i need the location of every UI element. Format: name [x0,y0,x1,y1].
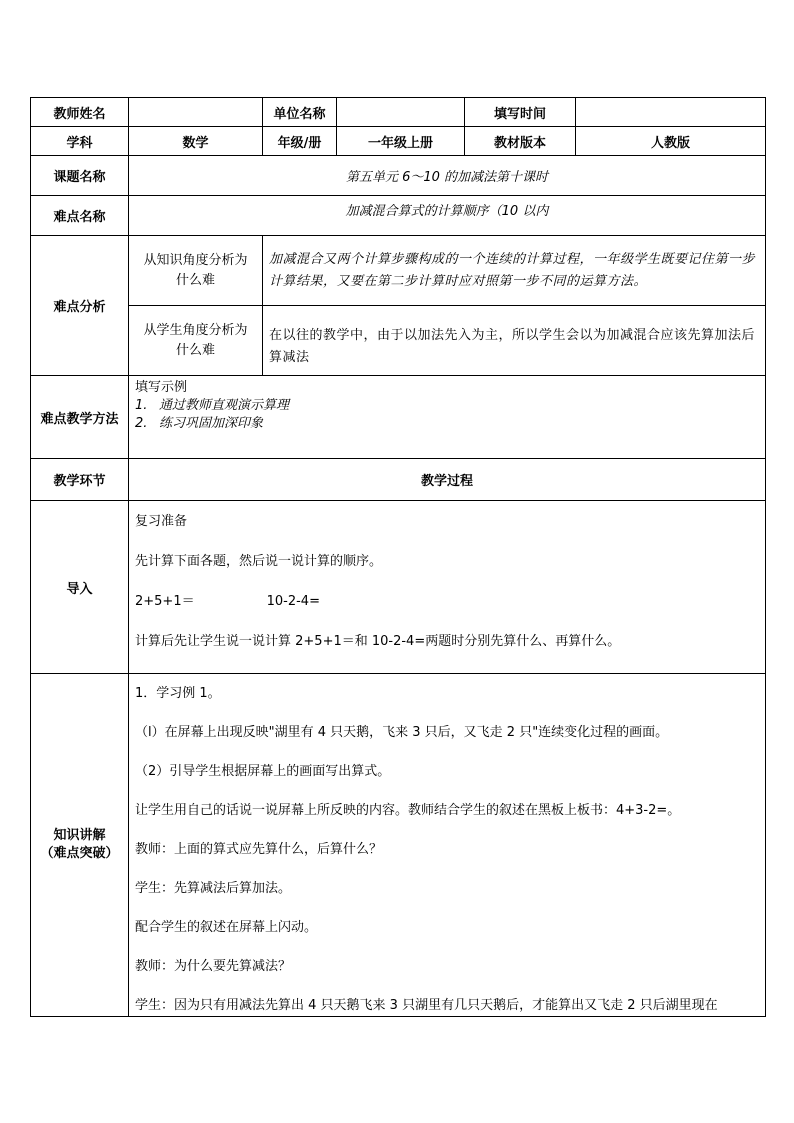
grade-label: 年级/册 [263,127,337,156]
knowledge-angle-text: 加减混合又两个计算步骤构成的一个连续的计算过程，一年级学生既要记住第一步计算结果，又要在第二步计算时应对照第一步不同的运算方法。 [263,236,766,306]
row-analysis-student [31,306,766,376]
row-teaching-method [31,376,766,459]
fill-date-label: 填写时间 [465,98,576,127]
lecture-stage-label [31,674,129,1017]
row-analysis-knowledge [31,236,766,306]
teaching-method-label: 难点教学方法 [31,376,129,459]
student-angle-label [129,306,263,376]
edition-value: 人教版 [576,127,766,156]
edition-label: 教材版本 [465,127,576,156]
intro-line: 复习准备 [135,514,188,529]
lecture-line: 1．学习例 1。 [135,686,221,701]
knowledge-angle-line1: 从知识角度分析为 [143,252,248,268]
teacher-name-value[interactable] [129,98,263,127]
row-difficulty-name [31,196,766,236]
equation: 10-2-4= [266,594,320,609]
lecture-line: （l）在屏幕上出现反映"湖里有 4 只天鹅，飞来 3 只后，又飞走 2 只"连续变化过程的画面。 [135,725,669,740]
intro-line: 先计算下面各题，然后说一说计算的顺序。 [135,554,383,569]
student-angle-line1: 从学生角度分析为 [143,322,248,338]
difficulty-name-label: 难点名称 [31,196,129,236]
subject-value: 数学 [129,127,263,156]
teacher-name-label: 教师姓名 [31,98,129,127]
lesson-title-label: 课题名称 [31,156,129,196]
row-intro [31,501,766,674]
knowledge-angle-line2: 什么难 [175,272,215,288]
knowledge-angle-label [129,236,263,306]
lecture-content [129,674,766,1017]
row-lesson-title [31,156,766,196]
intro-equations [135,593,759,611]
method-item: 1. 通过教师直观演示算理 [135,398,290,413]
equation: 2+5+1＝ [135,594,195,609]
unit-name-label: 单位名称 [263,98,337,127]
intro-stage-label: 导入 [31,501,129,674]
subject-label: 学科 [31,127,129,156]
lesson-title-value: 第五单元 6～10 的加减法第十课时 [129,156,766,196]
difficulty-name-value: 加减混合算式的计算顺序（10 以内 [129,196,766,236]
intro-content [129,501,766,674]
teaching-stage-header: 教学环节 [31,459,129,501]
teaching-process-header: 教学过程 [129,459,766,501]
lecture-line: 学生：因为只有用减法先算出 4 只天鹅飞来 3 只湖里有几只天鹅后，才能算出又飞走 2 只后湖里现在 [135,998,718,1013]
difficulty-analysis-label: 难点分析 [31,236,129,376]
student-angle-text: 在以往的教学中，由于以加法先入为主，所以学生会以为加减混合应该先算加法后算减法 [263,306,766,376]
row-teacher-info [31,98,766,127]
method-item: 2. 练习巩固加深印象 [135,416,264,431]
lecture-line: 配合学生的叙述在屏幕上闪动。 [135,920,318,935]
lecture-line: 教师：上面的算式应先算什么，后算什么？ [135,842,383,857]
lecture-label-line1: 知识讲解 [53,828,106,843]
row-subject-info [31,127,766,156]
student-angle-line2: 什么难 [175,342,215,358]
lecture-line: 让学生用自己的话说一说屏幕上所反映的内容。教师结合学生的叙述在黑板上板书：4+3-2=。 [135,803,681,818]
lecture-line: 学生：先算减法后算加法。 [135,881,292,896]
method-title: 填写示例 [135,380,188,395]
lecture-line: 教师：为什么要先算减法？ [135,959,292,974]
teaching-method-content [129,376,766,459]
row-process-header [31,459,766,501]
grade-value: 一年级上册 [337,127,465,156]
lecture-line: （2）引导学生根据屏幕上的画面写出算式。 [135,764,391,779]
unit-name-value[interactable] [337,98,465,127]
lecture-label-line2: （难点突破） [40,846,119,861]
lesson-plan-table [30,97,766,1017]
row-lecture [31,674,766,1017]
intro-line: 计算后先让学生说一说计算 2+5+1＝和 10-2-4=两题时分别先算什么、再算什么。 [135,634,621,649]
fill-date-value[interactable] [576,98,766,127]
